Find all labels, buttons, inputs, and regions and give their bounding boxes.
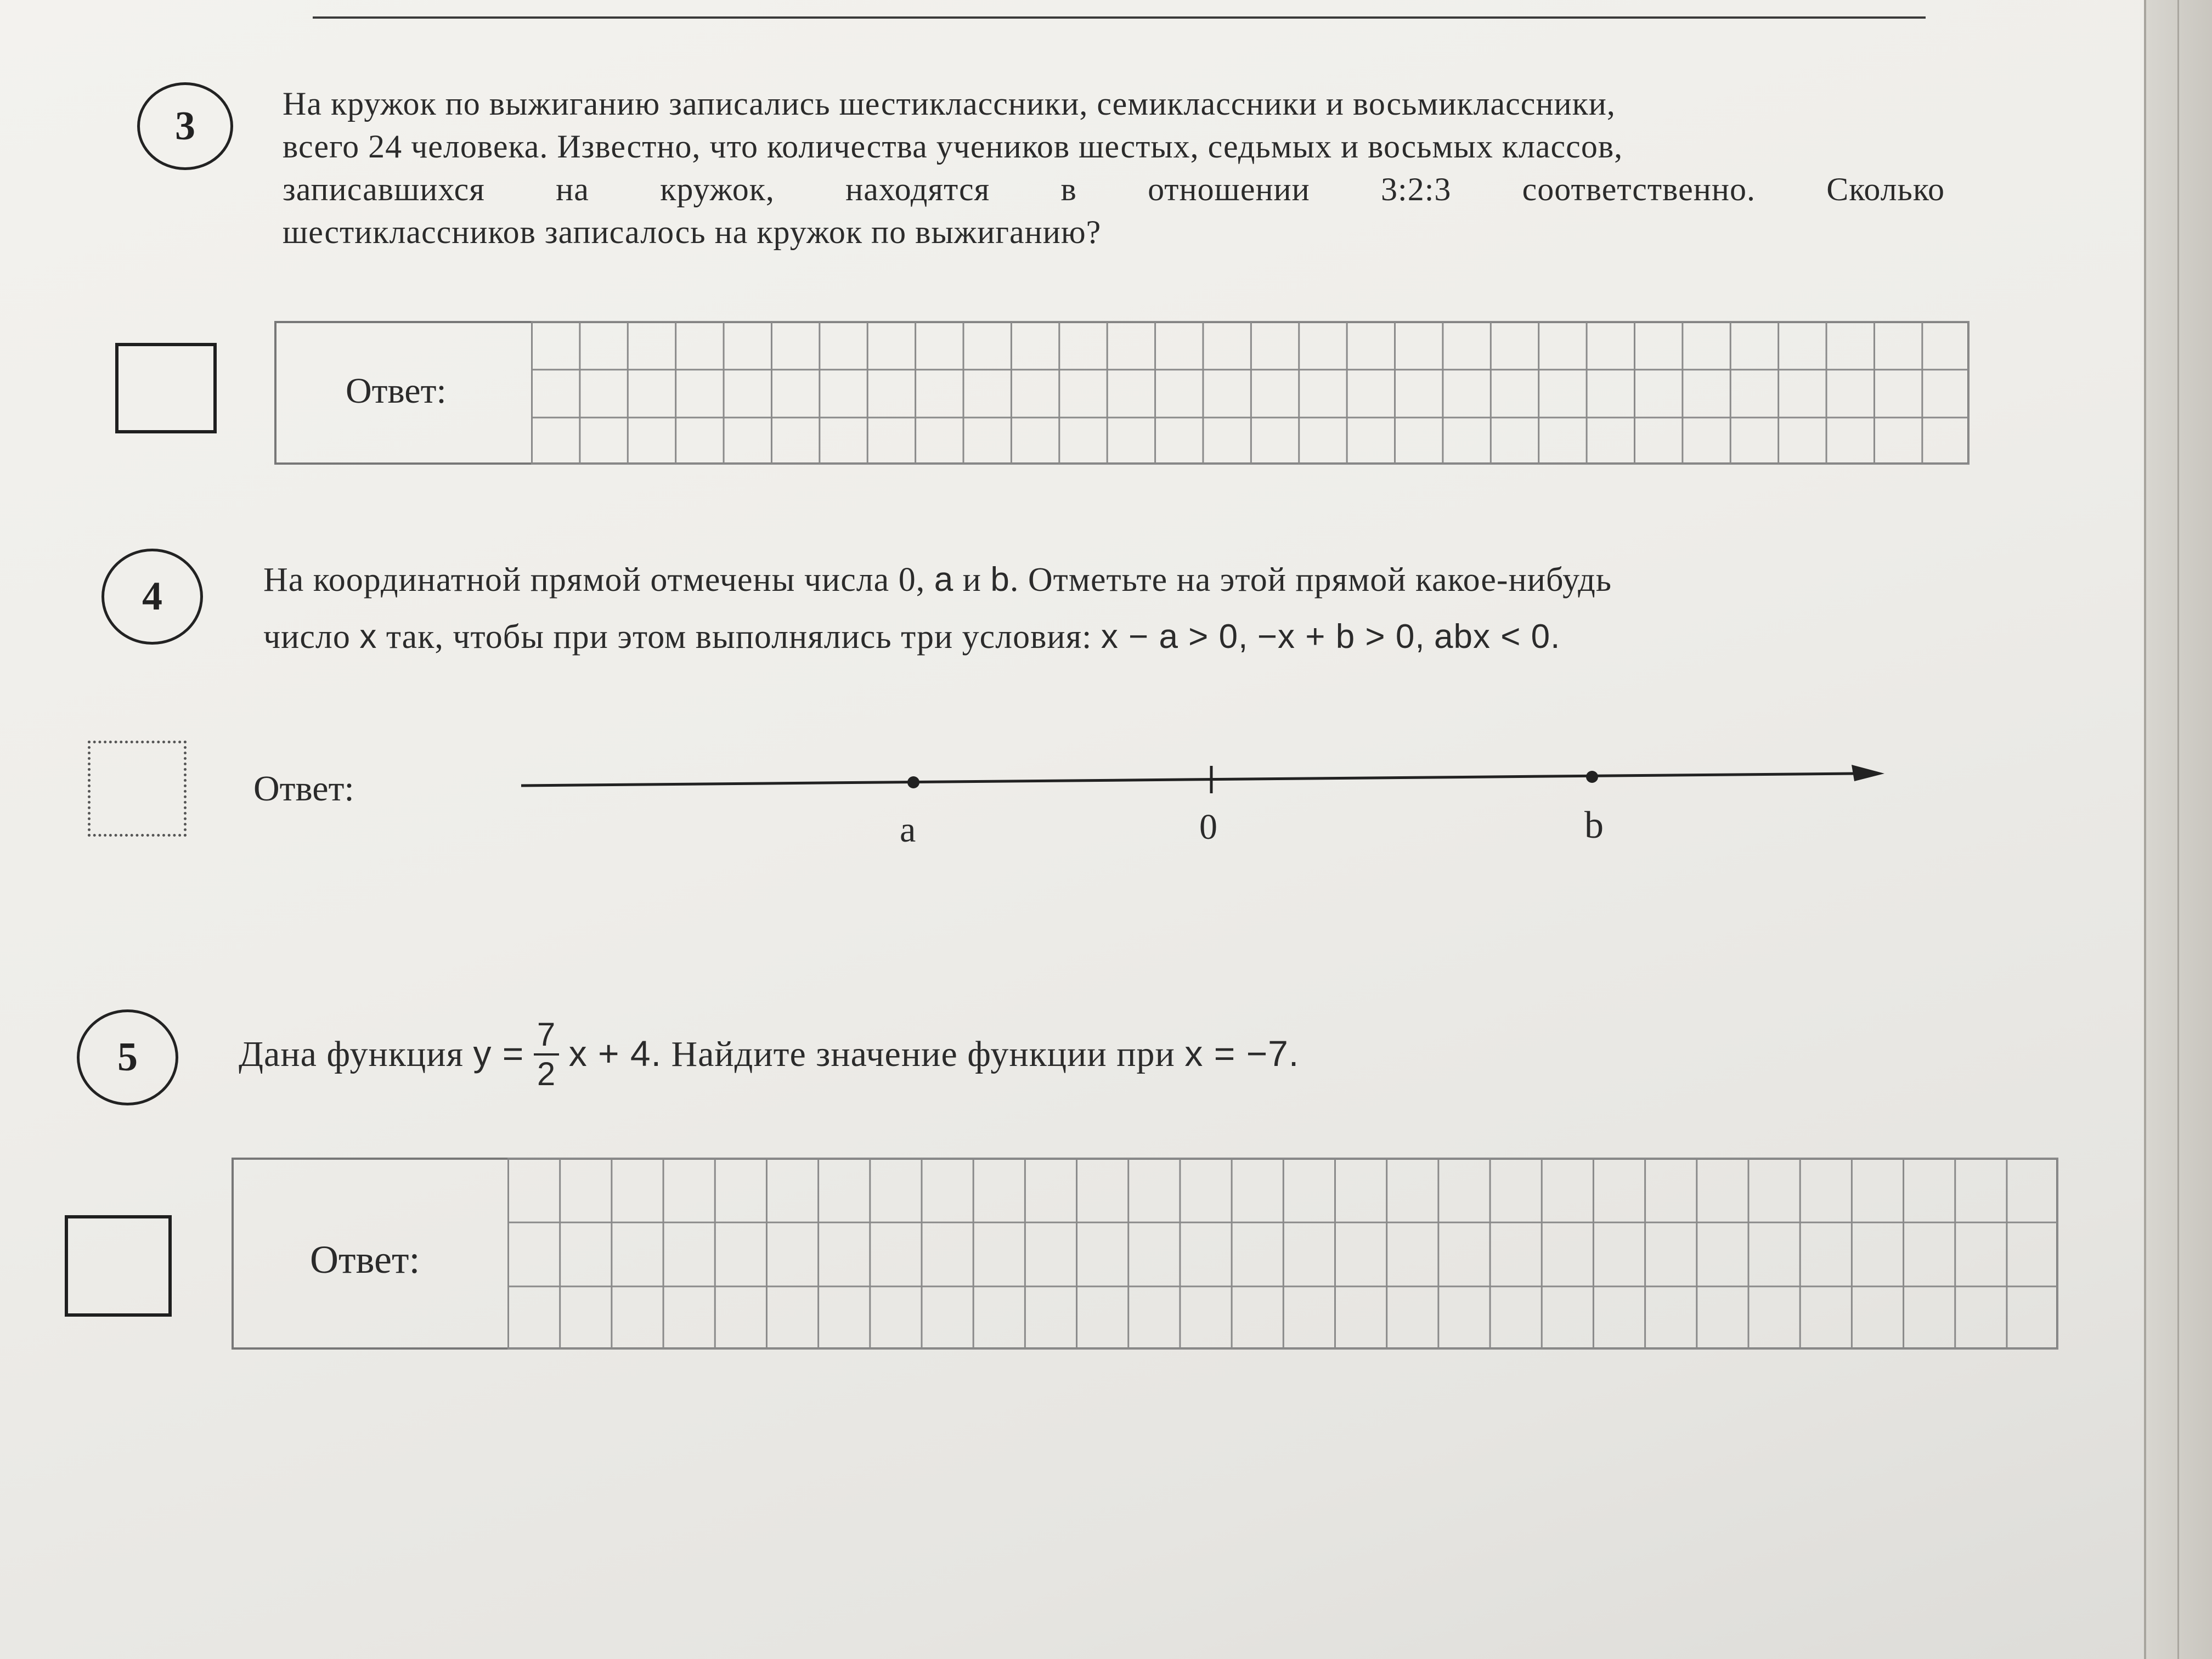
task-3-line: На кружок по выжиганию записались шестиклассники, семиклассники и восьмиклассники, <box>283 86 1616 122</box>
task-4-text <box>263 551 1991 665</box>
fraction-denominator: 2 <box>537 1055 556 1092</box>
task-number-text: 5 <box>117 1035 138 1080</box>
text-fragment: и <box>962 561 981 599</box>
task-5-answer-label: Ответ: <box>310 1238 420 1282</box>
task-3-answer-label: Ответ: <box>346 371 447 411</box>
task-5-score-box <box>65 1215 172 1317</box>
formula-rhs: x + 4. <box>568 1033 662 1074</box>
previous-answer-frame-edge <box>313 16 1926 19</box>
text-fragment: число <box>263 618 351 656</box>
task-3-line: всего 24 человека. Известно, что количества учеников шестых, седьмых и восьмых классов, <box>283 128 1623 165</box>
number-line-arrowhead <box>1852 765 1884 781</box>
point-b <box>1586 771 1598 783</box>
text-fragment: так, чтобы при этом выполнялись три условия: <box>386 618 1092 656</box>
condition-x: x = −7. <box>1184 1033 1300 1074</box>
point-a <box>907 776 919 788</box>
task-3-answer-grid[interactable] <box>531 321 1970 465</box>
task-number-text: 3 <box>175 103 195 149</box>
text-fragment: Дана функция <box>239 1034 464 1074</box>
task-4-line-1 <box>263 551 1991 608</box>
task-5-answer-grid[interactable] <box>507 1158 2058 1350</box>
formula-lhs: y = <box>473 1033 524 1074</box>
task-4-line-2 <box>263 608 1991 665</box>
variable-x: x <box>359 618 377 656</box>
text-fragment: Найдите значение функции при <box>671 1034 1175 1074</box>
condition-2: −x + b > 0, <box>1257 618 1425 656</box>
task-number-3 <box>137 82 233 170</box>
task-number-5 <box>77 1009 178 1105</box>
number-line-label-zero: 0 <box>1199 807 1217 847</box>
task-4-answer-label: Ответ: <box>253 769 354 809</box>
condition-1: x − a > 0, <box>1101 618 1249 656</box>
number-line-label-b: b <box>1584 804 1604 847</box>
variable-b: b <box>990 561 1010 599</box>
task-3-line: записавшихся на кружок, находятся в отношении 3:2:3 соответственно. Сколько <box>283 171 1945 207</box>
sheet-edge-line <box>2177 0 2179 1659</box>
condition-3: abx < 0. <box>1434 618 1561 656</box>
task-3-line: шестиклассников записалось на кружок по выжиганию? <box>283 214 1102 250</box>
task-3-score-box <box>115 343 217 433</box>
task-3-text <box>283 82 1945 253</box>
text-fragment: На координатной прямой отмечены числа 0, <box>263 561 926 599</box>
task-number-text: 4 <box>142 574 162 619</box>
task-number-4 <box>101 549 203 645</box>
task-4-score-box <box>88 741 187 837</box>
number-line-axis <box>521 774 1854 786</box>
variable-a: a <box>934 561 954 599</box>
text-fragment: . Отметьте на этой прямой какое-нибудь <box>1009 561 1612 599</box>
fraction-numerator: 7 <box>534 1018 559 1056</box>
task-5-text <box>239 1015 1884 1094</box>
fraction-7-2 <box>534 1015 559 1092</box>
number-line-label-a: a <box>900 810 916 850</box>
